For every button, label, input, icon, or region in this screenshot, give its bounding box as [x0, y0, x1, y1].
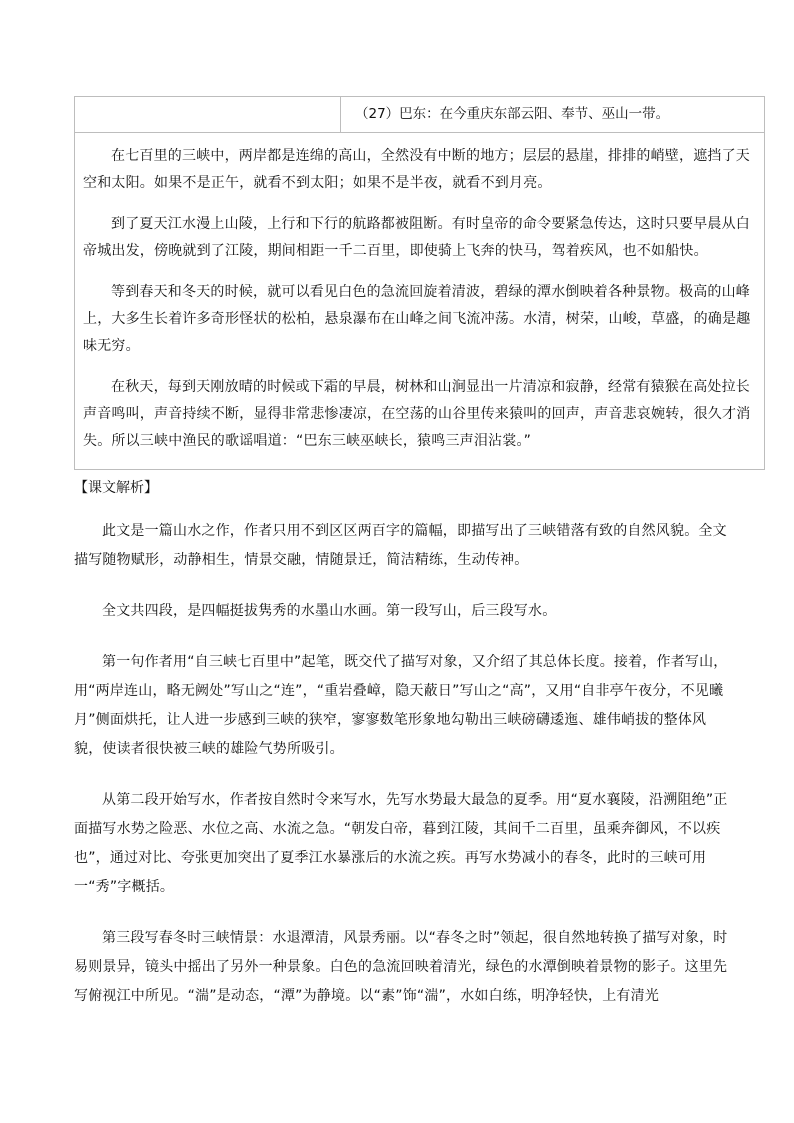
translation-table: [74, 96, 765, 470]
footnote-27: （27）巴东：在今重庆东部云阳、奉节、巫山一带。: [355, 106, 670, 122]
section-heading: 【课文解析】: [74, 480, 158, 496]
analysis-paragraph-2: 全文共四段，是四幅挺拔隽秀的水墨山水画。第一段写山，后三段写水。: [102, 603, 557, 619]
translation-paragraph-3: 等到春天和冬天的时候，就可以看见白色的急流回旋着清波，碧绿的潭水倒映着各种景物。极高的山峰上，大多生长着许多奇形怪状的松柏，悬泉瀑布在山峰之间飞流冲荡。水清，树荣，山峻，草盛，的确是趣味无穷。: [83, 284, 751, 354]
translation-paragraph-4: 在秋天，每到天刚放晴的时候或下霜的早晨，树林和山涧显出一片清凉和寂静，经常有猿猴在高处拉长声音鸣叫，声音持续不断，显得非常悲惨凄凉，在空荡的山谷里传来猿叫的回声，声音悲哀婉转，很久才消失。所以三峡中渔民的歌谣唱道：“巴东三峡巫峡长，猿鸣三声泪沾裳。”: [83, 379, 751, 449]
analysis-paragraph-1: 此文是一篇山水之作，作者只用不到区区两百字的篇幅，即描写出了三峡错落有致的自然风貌。全文描写随物赋形，动静相生，情景交融，情随景迁，简洁精练，生动传神。: [74, 523, 727, 568]
translation-text: [83, 143, 763, 469]
table-note-row: [75, 97, 764, 133]
analysis-paragraph-3: 第一句作者用“自三峡七百里中”起笔，既交代了描写对象，又介绍了其总体长度。接着，作者写山，用“两岸连山，略无阙处”写山之“连”，“重岩叠嶂，隐天蔽日”写山之“高”，又用“自非亭午夜分，不见曦月”侧面烘托，让人进一步感到三峡的狭窄，寥寥数笔形象地勾勒出三峡磅礴逶迤、雄伟峭拔的整体风貌，使读者很快被三峡的雄险气势所吸引。: [74, 654, 728, 757]
translation-paragraph-2: 到了夏天江水漫上山陵，上行和下行的航路都被阻断。有时皇帝的命令要紧急传达，这时只要早晨从白帝城出发，傍晚就到了江陵，期间相距一千二百里，即使骑上飞奔的快马，驾着疾风，也不如船快。: [83, 216, 750, 259]
analysis-paragraph-5: 第三段写春冬时三峡情景：水退潭清，风景秀丽。以“春冬之时”领起，很自然地转换了描写对象，时易则景异，镜头中摇出了另外一种景象。白色的急流回映着清光，绿色的水潭倒映着景物的影子。这里先写俯视江中所见。“湍”是动态，“潭”为静境。以“素”饰“湍”，水如白练，明净轻快，上有清光: [74, 930, 728, 1004]
analysis-text: [74, 517, 734, 1033]
analysis-paragraph-4: 从第二段开始写水，作者按自然时令来写水，先写水势最大最急的夏季。用“夏水襄陵，沿溯阻绝”正面描写水势之险恶、水位之高、水流之急。“朝发白帝，暮到江陵，其间千二百里，虽乘奔御风，不以疾也”，通过对比、夸张更加突出了夏季江水暴涨后的水流之疾。再写水势减小的春冬，此时的三峡可用一“秀”字概括。: [74, 792, 728, 895]
table-empty-cell: [75, 97, 341, 132]
translation-paragraph-1: 在七百里的三峡中，两岸都是连绵的高山，全然没有中断的地方；层层的悬崖，排排的峭壁，遮挡了天空和太阳。如果不是正午，就看不到太阳；如果不是半夜，就看不到月亮。: [83, 148, 750, 191]
